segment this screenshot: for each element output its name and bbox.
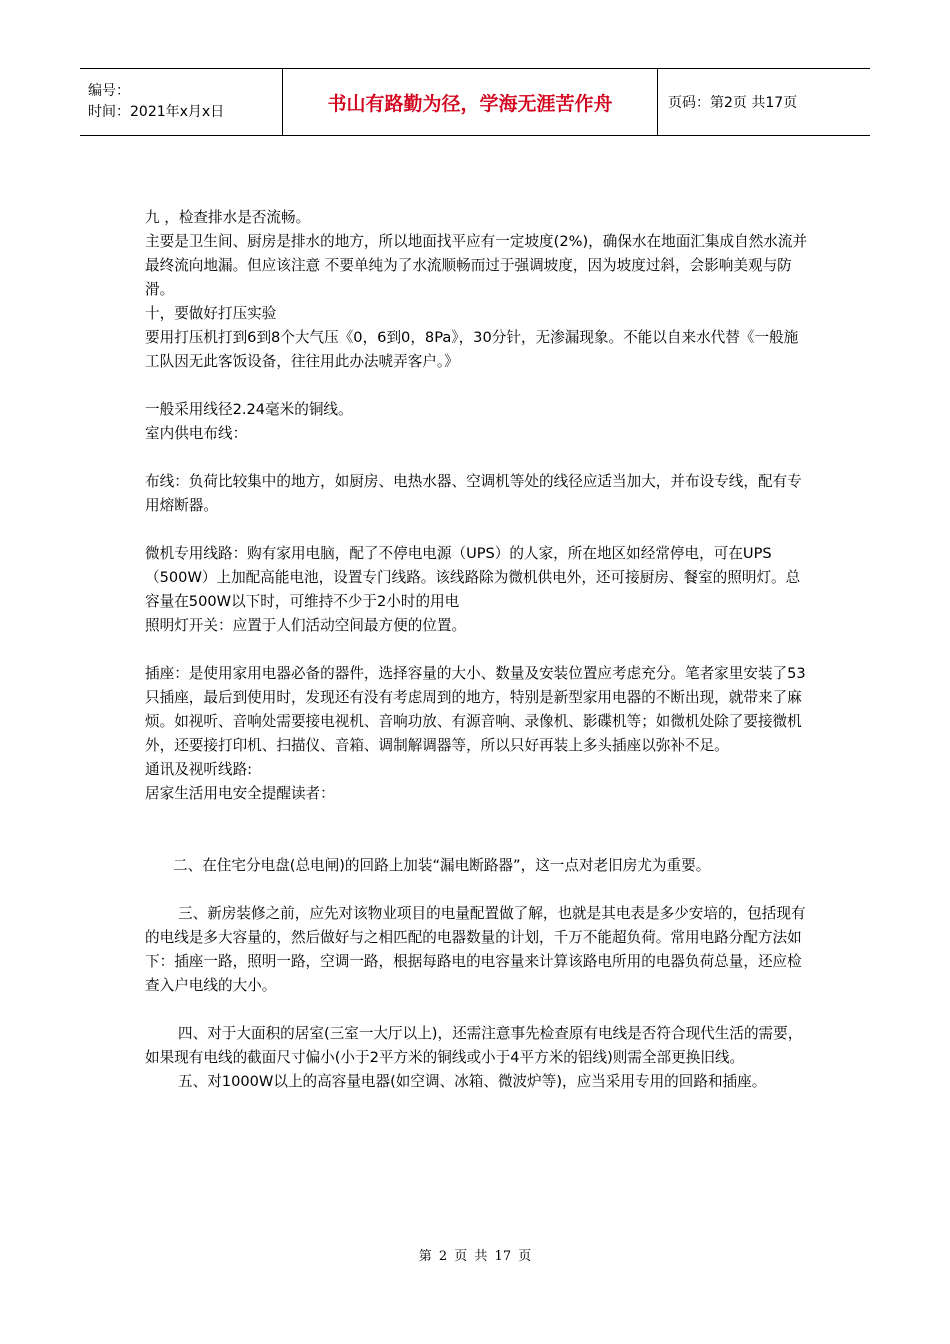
- paragraph: 一般采用线径2.24毫米的铜线。: [145, 401, 353, 418]
- document-date: 时间：2021年x月x日: [88, 104, 225, 120]
- page-footer: 第 2 页 共 17 页: [418, 1249, 532, 1264]
- paragraph: 室内供电布线：: [145, 425, 248, 442]
- spacer: [145, 878, 809, 902]
- spacer: [145, 518, 809, 542]
- paragraph: 要用打压机打到6到8个大气压《0，6到0，8Pa》，30分针，无渗漏现象。不能以自来水代替《一般施工队因无此客饭设备，往往用此办法唬弄客户。》: [145, 329, 799, 370]
- header-page-info: 页码：第2页 共17页: [668, 95, 798, 111]
- spacer: [145, 638, 809, 662]
- paragraph: 四、对于大面积的居室(三室一大厅以上)，还需注意事先检查原有电线是否符合现代生活的需要，如果现有电线的截面尺寸偏小(小于2平方米的铜线或小于4平方米的铝线)则需全部更换旧线。: [145, 1025, 803, 1066]
- paragraph: 居家生活用电安全提醒读者：: [145, 785, 335, 802]
- paragraph: 通讯及视听线路:: [145, 761, 253, 778]
- spacer: [145, 830, 809, 854]
- spacer: [145, 446, 809, 470]
- spacer: [145, 806, 809, 830]
- paragraph: 五、对1000W以上的高容量电器(如空调、冰箱、微波炉等)，应当采用专用的回路和插座。: [178, 1073, 767, 1090]
- paragraph: 主要是卫生间、厨房是排水的地方，所以地面找平应有一定坡度(2%)，确保水在地面汇集成自然水流并最终流向地漏。但应该注意 不要单纯为了水流顺畅而过于强调坡度，因为坡度过斜，会影响美观与防滑。: [145, 233, 808, 298]
- paragraph: 十，要做好打压实验: [145, 305, 277, 322]
- document-number-label: 编号：: [88, 83, 130, 99]
- page-header: [80, 68, 870, 136]
- header-meta: [80, 69, 282, 135]
- paragraph: 布线：负荷比较集中的地方，如厨房、电热水器、空调机等处的线径应适当加大，并布设专线，配有专用熔断器。: [145, 473, 802, 514]
- document-body: [145, 206, 809, 1094]
- paragraph: 微机专用线路：购有家用电脑，配了不停电电源（UPS）的人家，所在地区如经常停电，可在UPS（500W）上加配高能电池，设置专门线路。该线路除为微机供电外，还可接厨房、餐室的照明灯。总容量在500W以下时，可维持不少于2小时的用电: [145, 545, 801, 610]
- paragraph: 插座：是使用家用电器必备的器件，选择容量的大小、数量及安装位置应考虑充分。笔者家里安装了53只插座，最后到使用时，发现还有没有考虑周到的地方，特别是新型家用电器的不断出现，就带来了麻烦。如视听、音响处需要接电视机、音响功放、有源音响、录像机、影碟机等；如微机处除了要接微机外，还要接打印机、扫描仪、音箱、调制解调器等，所以只好再装上多头插座以弥补不足。: [145, 665, 806, 754]
- header-motto: 书山有路勤为径，学海无涯苦作舟: [282, 69, 658, 135]
- paragraph: 三、新房装修之前，应先对该物业项目的电量配置做了解，也就是其电表是多少安培的，包括现有的电线是多大容量的，然后做好与之相匹配的电器数量的计划，千万不能超负荷。常用电路分配方法如下：插座一路，照明一路，空调一路，根据每路电的电容量来计算该路电所用的电器负荷总量，还应检查入户电线的大小。: [145, 905, 806, 994]
- spacer: [145, 998, 809, 1022]
- paragraph: 二、在住宅分电盘(总电闸)的回路上加装“漏电断路器”，这一点对老旧房尤为重要。: [173, 857, 711, 874]
- paragraph: 照明灯开关：应置于人们活动空间最方便的位置。: [145, 617, 467, 634]
- spacer: [145, 374, 809, 398]
- paragraph: 九 ，检查排水是否流畅。: [145, 209, 311, 226]
